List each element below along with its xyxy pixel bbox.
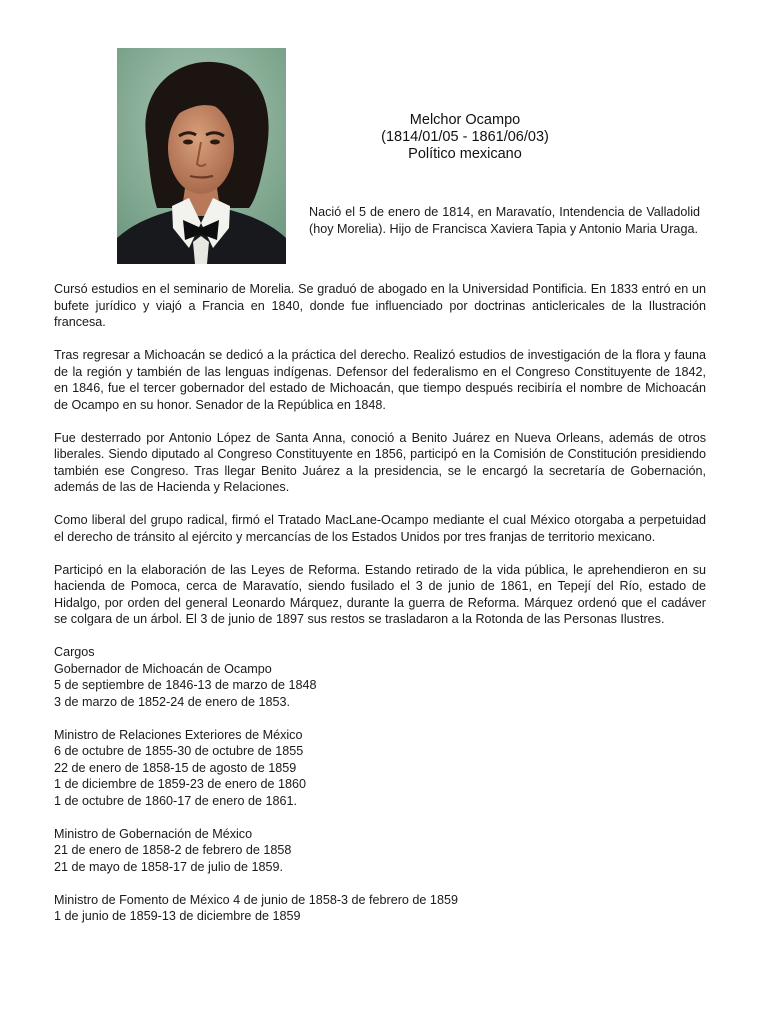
paragraph-exile: Fue desterrado por Antonio López de Santa Anna, conoció a Benito Juárez en Nueva Orleans, además de otros liberales. Siendo diputado al Congreso Constituyente en 1856, participó en la Comisión de Constitución presidiendo también ese Congreso. Tras llegar Benito Juárez a la presidencia, se le encargó la secretaría de Gobernación, además de las de Hacienda y Relaciones.: [54, 430, 706, 494]
cargo-title: Ministro de Gobernación de México: [54, 826, 253, 841]
cargo-period: 5 de septiembre de 1846-13 de marzo de 1848: [54, 678, 317, 692]
cargo-period: 3 de marzo de 1852-24 de enero de 1853.: [54, 694, 290, 709]
person-name: Melchor Ocampo: [409, 112, 521, 128]
cargo-title: Ministro de Relaciones Exteriores de México: [54, 727, 303, 742]
cargo-period: 1 de junio de 1859-13 de diciembre de 1859: [54, 909, 301, 923]
portrait-photo: [117, 48, 286, 264]
cargo-title: Ministro de Fomento de México 4 de junio de 1858-3 de febrero de 1859: [54, 892, 458, 907]
cargo-period: 1 de octubre de 1860-17 de enero de 1861.: [54, 793, 297, 808]
cargo-period: 6 de octubre de 1855-30 de octubre de 1855: [54, 744, 304, 758]
portrait-icon: [117, 48, 286, 264]
cargos-group-foreign-relations: [54, 727, 706, 810]
cargos-heading: Cargos: [54, 645, 95, 659]
paragraph-education: Cursó estudios en el seminario de Morelia. Se graduó de abogado en la Universidad Pontificia. En 1833 entró en un bufete jurídico y viajó a Francia en 1840, donde fue influenciado por doctrinas anticlericales de la Ilustración francesa.: [54, 282, 706, 329]
paragraph-michoacan: Tras regresar a Michoacán se dedicó a la práctica del derecho. Realizó estudios de investigación de la flora y fauna de la región y también de las lenguas indígenas. Defensor del federalismo en el Congreso Constituyente de 1842, en 1846, fue el tercer gobernador del estado de Michoacán, que tiempo después recibiría el nombre de Michoacán de Ocampo en su honor. Senador de la República en 1848.: [54, 348, 706, 412]
person-role: Político mexicano: [408, 146, 522, 162]
person-dates: (1814/01/05 - 1861/06/03): [381, 129, 549, 145]
paragraph-treaty: Como liberal del grupo radical, firmó el Tratado MacLane-Ocampo mediante el cual México otorgaba a perpetuidad el derecho de tránsito al ejército y mercancías de los Estados Unidos por tres franjas de territorio mexicano.: [54, 513, 706, 544]
intro-paragraph: Nació el 5 de enero de 1814, en Maravatío, Intendencia de Valladolid (hoy Morelia). Hijo de Francisca Xaviera Tapia y Antonio Maria Uraga.: [309, 205, 700, 236]
cargo-period: 21 de mayo de 1858-17 de julio de 1859.: [54, 859, 283, 874]
cargo-period: 22 de enero de 1858-15 de agosto de 1859: [54, 760, 297, 775]
title-block: [350, 112, 580, 163]
cargo-title: Gobernador de Michoacán de Ocampo: [54, 661, 272, 676]
cargos-group-development: [54, 892, 706, 925]
cargos-group-governor: [54, 644, 706, 710]
cargo-period: 21 de enero de 1858-2 de febrero de 1858: [54, 843, 292, 857]
paragraph-reform: Participó en la elaboración de las Leyes de Reforma. Estando retirado de la vida pública, le aprehendieron en su hacienda de Pomoca, cerca de Maravatío, siendo fusilado el 3 de junio de 1861, en Tepejí del Río, estado de Hidalgo, por orden del general Leonardo Márquez, durante la guerra de Reforma. Márquez ordenó que el cadáver se colgara de un árbol. El 3 de junio de 1897 sus restos se trasladaron a la Rotonda de las Personas Ilustres.: [54, 562, 706, 626]
cargo-period: 1 de diciembre de 1859-23 de enero de 1860: [54, 777, 307, 791]
cargos-group-interior: [54, 826, 706, 876]
cargos-section: [54, 644, 706, 925]
document-body: [54, 281, 706, 941]
